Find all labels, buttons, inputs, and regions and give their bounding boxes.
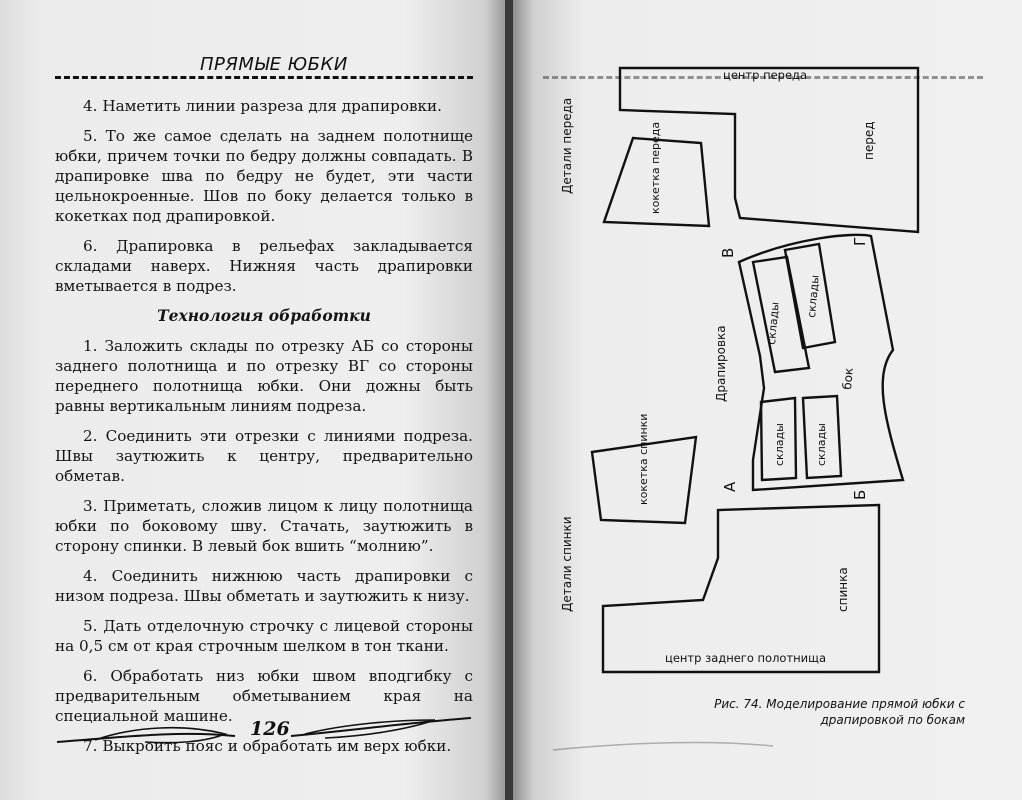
tech-step: 3. Приметать, сложив лицом к лицу полотнища юбки по боковому шву. Стачать, заутюжить в сторону спинки. В левый бок вшить “молнию”. <box>55 497 473 555</box>
label-back-center: центр заднего полотнища <box>665 651 827 665</box>
label-pleats-3: склады <box>773 423 786 466</box>
right-page <box>513 0 1022 800</box>
label-point-g: Г <box>851 236 869 246</box>
skirt-pattern-figure <box>513 0 1022 800</box>
label-front: перед <box>862 121 876 160</box>
paragraph: 6. Драпировка в рельефах закладывается складами наверх. Нижняя часть драпировки вметывается в подрез. <box>55 237 473 295</box>
label-front-yoke: кокетка переда <box>649 121 662 214</box>
page-number: 126 <box>250 718 290 740</box>
header-dashed-rule <box>55 76 473 79</box>
label-pleats-4: склады <box>815 423 828 466</box>
left-page <box>0 0 505 800</box>
book-gutter <box>505 0 513 800</box>
paragraph: 5. То же самое сделать на заднем полотнище юбки, причем точки по бедру должны совпадать. В драпировке шва по бедру не будет, эти части цельнокроенные. Шов по боку делается только в кокетках под драпировкой. <box>55 127 473 225</box>
pleat-strip <box>753 257 809 372</box>
label-point-a: А <box>721 481 739 492</box>
figure-caption: Рис. 74. Моделирование прямой юбки с драпировкой по бокам <box>714 697 965 727</box>
tech-step: 6. Обработать низ юбки швом вподгибку с предварительным обметыванием края на специальной машине. <box>55 667 473 725</box>
footer-ornament-bleed <box>553 743 773 750</box>
label-front-center: центр переда <box>723 68 808 82</box>
body-text <box>55 96 473 766</box>
label-point-v: В <box>719 247 737 258</box>
label-back: спинка <box>836 567 850 612</box>
running-head: ПРЯМЫЕ ЮБКИ <box>200 54 348 75</box>
label-pleats-1: склады <box>765 301 782 346</box>
label-pleats-2: склады <box>805 274 822 319</box>
tech-step: 5. Дать отделочную строчку с лицевой стороны на 0,5 см от края строчным шелком в тон ткани. <box>55 617 473 655</box>
tech-step: 4. Соединить нижнюю часть драпировки с низом подреза. Швы обметать и заутюжить к низу. <box>55 567 473 605</box>
label-back-details: Детали спинки <box>560 516 574 612</box>
section-title: Технология обработки <box>157 306 371 325</box>
tech-step: 2. Соединить эти отрезки с линиями подреза. Швы заутюжить к центру, предварительно обметав. <box>55 427 473 485</box>
label-side: бок <box>840 367 856 391</box>
label-front-details: Детали переда <box>560 97 574 194</box>
label-point-b: Б <box>851 489 869 500</box>
paragraph: 4. Наметить линии разреза для драпировки. <box>83 97 442 115</box>
tech-step: 1. Заложить склады по отрезку АБ со стороны заднего полотнища и по отрезку ВГ со стороны переднего полотнища юбки. Они дожны быть равны вертикальным линиям подреза. <box>55 337 473 415</box>
tech-step: 7. Выкроить пояс и обработать им верх юбки. <box>83 737 452 755</box>
label-back-yoke: кокетка спинки <box>637 413 650 505</box>
label-drapery: Драпировка <box>714 325 728 402</box>
